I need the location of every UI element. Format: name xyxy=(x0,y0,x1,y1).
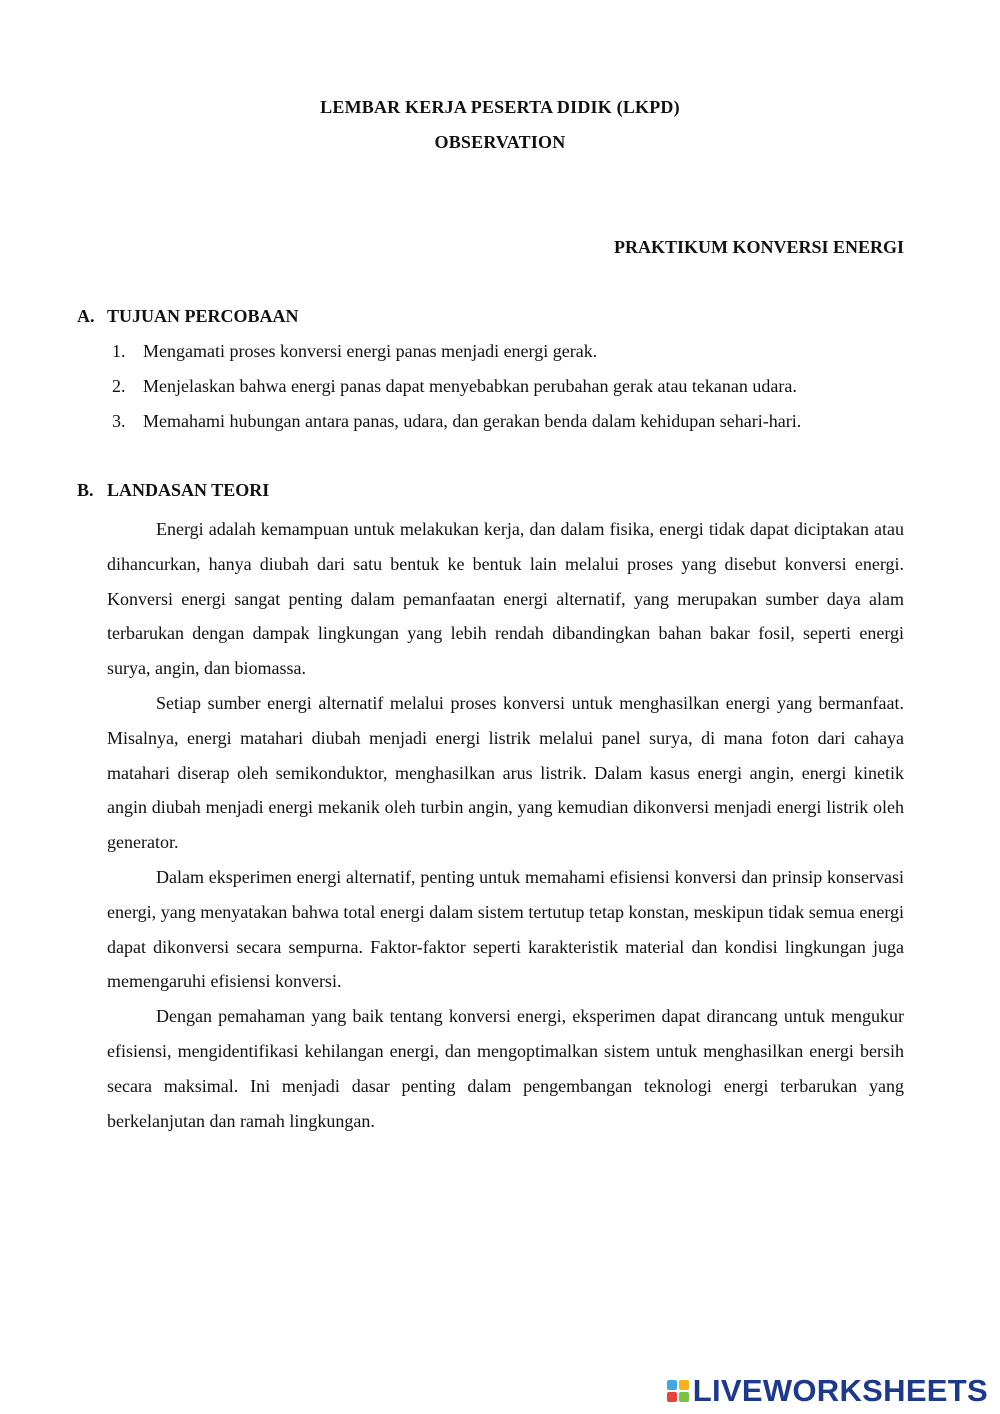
list-item xyxy=(112,410,801,445)
logo-tile-icon xyxy=(667,1392,677,1402)
list-item-text: Menjelaskan bahwa energi panas dapat menyebabkan perubahan gerak atau tekanan udara. xyxy=(143,376,797,396)
section-b-letter: B. xyxy=(77,480,94,500)
section-b-title: LANDASAN TEORI xyxy=(107,480,270,500)
theory-paragraph: Setiap sumber energi alternatif melalui proses konversi untuk menghasilkan energi yang bermanfaat. Misalnya, energi matahari diubah menjadi energi listrik melalui panel surya, di mana foton dari cahaya matahari diserap oleh semikonduktor, menghasilkan arus listrik. Dalam kasus energi angin, energi kinetik angin diubah menjadi energi mekanik oleh turbin angin, yang kemudian dikonversi menjadi energi listrik oleh generator. xyxy=(107,692,904,853)
section-a-heading xyxy=(77,306,299,327)
list-item-number: 3. xyxy=(112,411,126,431)
worksheet-type: OBSERVATION xyxy=(434,132,566,152)
list-item-text: Memahami hubungan antara panas, udara, dan gerakan benda dalam kehidupan sehari-hari. xyxy=(143,411,802,431)
theory-paragraph: Dalam eksperimen energi alternatif, penting untuk memahami efisiensi konversi dan prinsip konservasi energi, yang menyatakan bahwa total energi dalam sistem tertutup tetap konstan, meskipun tidak semua energi dapat dikonversi secara sempurna. Faktor-faktor seperti karakteristik material dan kondisi lingkungan juga memengaruhi efisiensi konversi. xyxy=(107,866,904,992)
theory-paragraph: Dengan pemahaman yang baik tentang konversi energi, eksperimen dapat dirancang untuk mengukur efisiensi, mengidentifikasi kehilangan energi, dan mengoptimalkan sistem untuk menghasilkan energi bersih secara maksimal. Ini menjadi dasar penting dalam pengembangan teknologi energi terbarukan yang berkelanjutan dan ramah lingkungan. xyxy=(107,1006,904,1131)
theory-paragraph: Energi adalah kemampuan untuk melakukan kerja, dan dalam fisika, energi tidak dapat diciptakan atau dihancurkan, hanya diubah dari satu bentuk ke bentuk lain melalui proses yang disebut konversi energi. Konversi energi sangat penting dalam pemanfaatan energi alternatif, yang merupakan sumber daya alam terbarukan dengan dampak lingkungan yang lebih rendah dibandingkan bahan bakar fosil, seperti energi surya, angin, dan biomassa. xyxy=(107,519,904,679)
section-a-title: TUJUAN PERCOBAAN xyxy=(107,306,299,326)
objectives-list xyxy=(112,340,801,445)
liveworksheets-brand xyxy=(667,1373,988,1409)
list-item-text: Mengamati proses konversi energi panas menjadi energi gerak. xyxy=(143,341,598,361)
list-item-number: 2. xyxy=(112,376,126,396)
list-item xyxy=(112,375,801,410)
list-item xyxy=(112,340,801,375)
logo-tile-icon xyxy=(679,1380,689,1390)
worksheet-title: LEMBAR KERJA PESERTA DIDIK (LKPD) xyxy=(320,97,680,117)
theory-body xyxy=(107,512,904,1138)
section-a-letter: A. xyxy=(77,306,95,326)
practicum-title: PRAKTIKUM KONVERSI ENERGI xyxy=(613,237,904,257)
logo-tile-icon xyxy=(679,1392,689,1402)
liveworksheets-wordmark: LIVEWORKSHEETS xyxy=(692,1373,988,1408)
liveworksheets-logo-icon xyxy=(667,1380,689,1402)
list-item-number: 1. xyxy=(112,341,126,361)
logo-tile-icon xyxy=(667,1380,677,1390)
section-b-heading xyxy=(77,480,269,501)
